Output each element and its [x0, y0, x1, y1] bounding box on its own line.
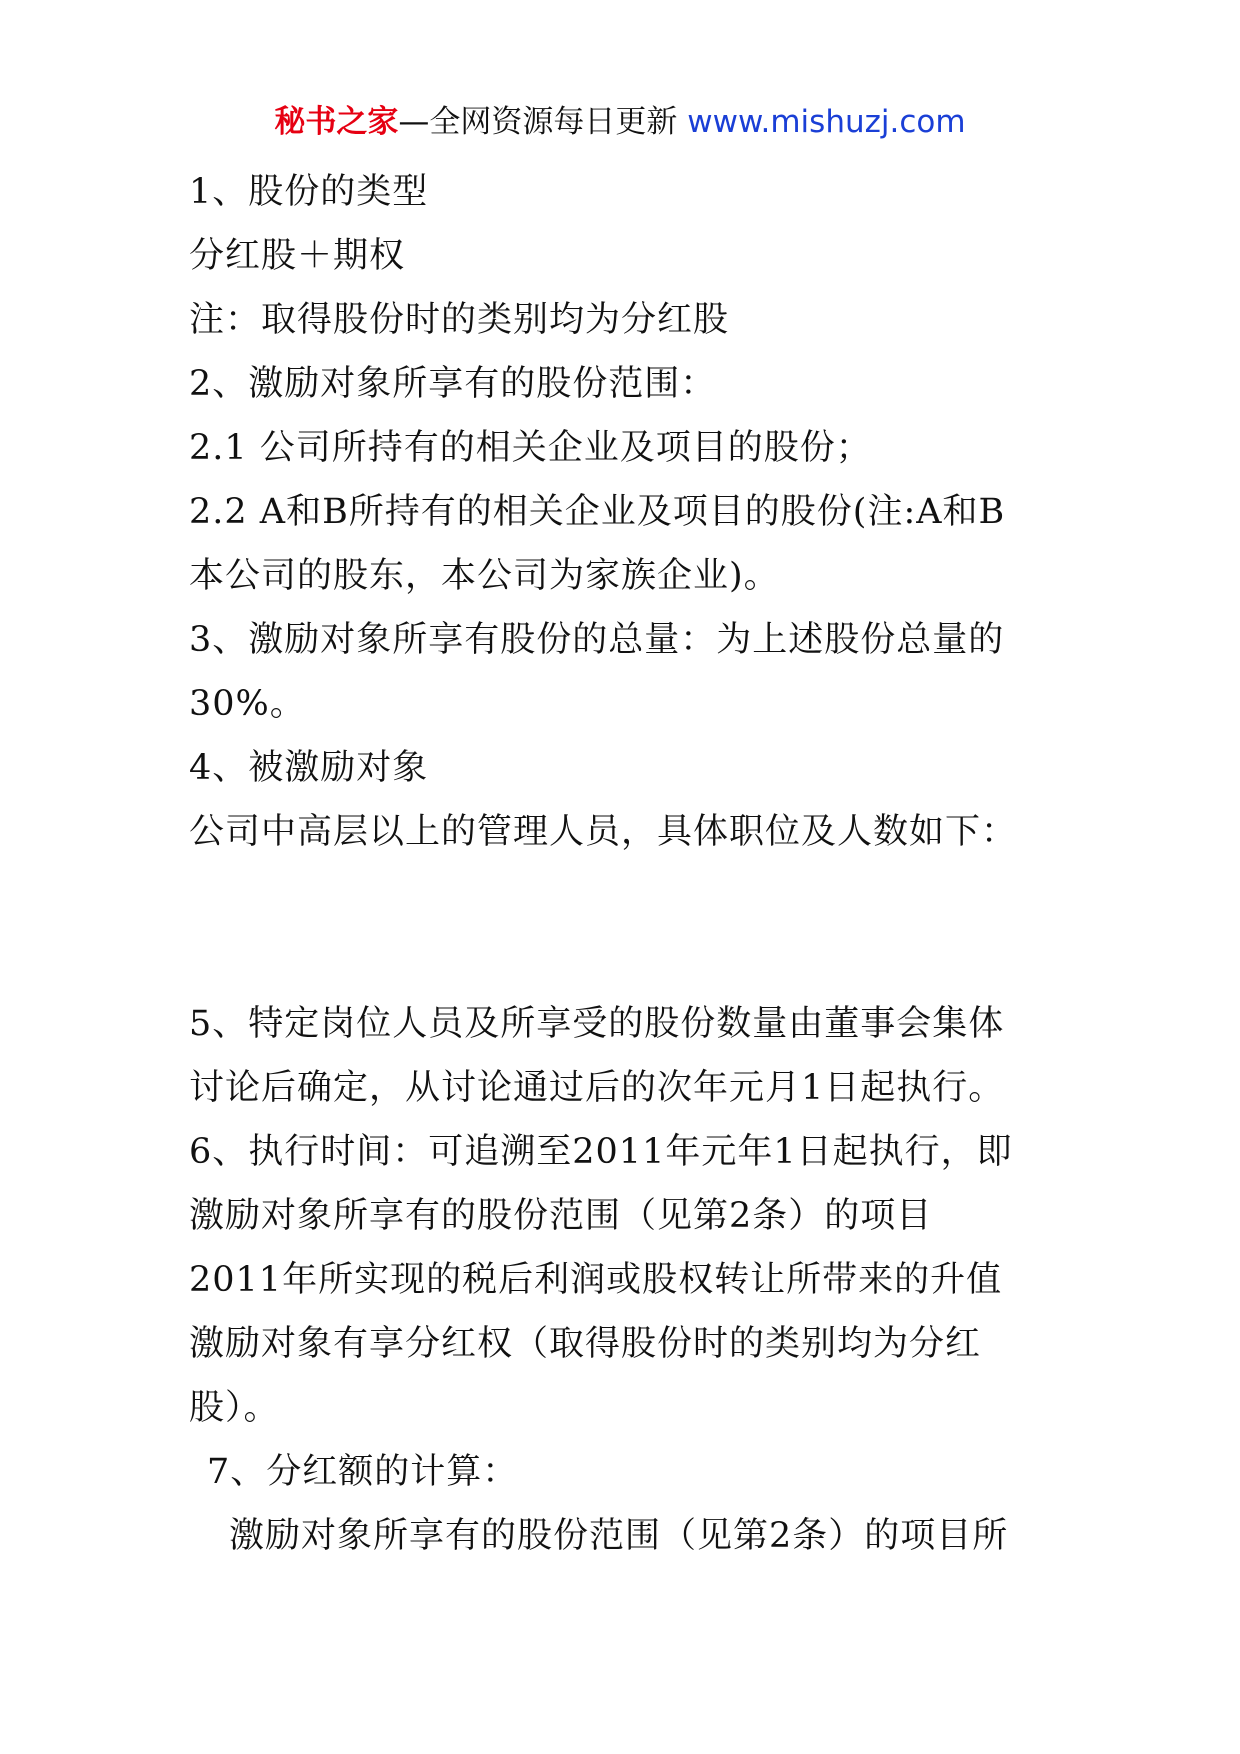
paragraph-line: 讨论后确定，从讨论通过后的次年元月1日起执行。: [189, 1068, 1005, 1108]
paragraph-line: 激励对象有享分红权（取得股份时的类别均为分红: [189, 1324, 982, 1364]
paragraph-line: 2011年所实现的税后利润或股权转让所带来的升值: [189, 1260, 1003, 1300]
section-heading-6: 6、执行时间：可追溯至2011年元年1日起执行，即: [189, 1132, 1013, 1172]
section-heading-1: 1、股份的类型: [189, 172, 429, 212]
blank-space: [189, 864, 1059, 992]
section-heading-3: 3、激励对象所享有股份的总量：为上述股份总量的: [189, 620, 1005, 660]
brand-name: 秘书之家: [274, 104, 399, 140]
paragraph-line: 分红股＋期权: [189, 236, 406, 276]
paragraph-line: 激励对象所享有的股份范围（见第2条）的项目: [189, 1196, 933, 1236]
paragraph-line: 30%。: [189, 684, 306, 724]
paragraph-line: 注：取得股份时的类别均为分红股: [189, 300, 730, 340]
section-heading-7: 7、分红额的计算：: [207, 1452, 519, 1492]
header-url-link[interactable]: www.mishuzj.com: [687, 104, 966, 140]
section-heading-5: 5、特定岗位人员及所享受的股份数量由董事会集体: [189, 1004, 1005, 1044]
paragraph-line: 股）。: [189, 1388, 280, 1428]
paragraph-line: 本公司的股东，本公司为家族企业)。: [189, 556, 780, 596]
document-body: [189, 160, 1059, 1568]
header-tagline: —全网资源每日更新: [398, 104, 678, 140]
site-header: [0, 102, 1240, 142]
paragraph-line: 2.2 A和B所持有的相关企业及项目的股份(注:A和B: [189, 492, 1006, 532]
section-heading-4: 4、被激励对象: [189, 748, 429, 788]
paragraph-line: 公司中高层以上的管理人员，具体职位及人数如下：: [189, 812, 1018, 852]
paragraph-line: 2.1 公司所持有的相关企业及项目的股份；: [189, 428, 872, 468]
paragraph-line: 激励对象所享有的股份范围（见第2条）的项目所: [229, 1516, 1009, 1556]
section-heading-2: 2、激励对象所享有的股份范围：: [189, 364, 717, 404]
